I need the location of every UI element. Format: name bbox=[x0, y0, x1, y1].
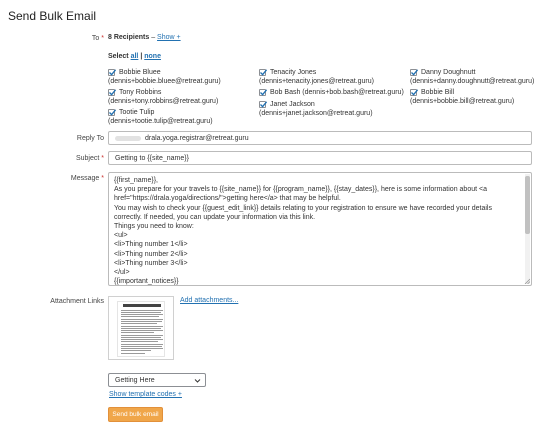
recipient-checkbox[interactable] bbox=[259, 89, 266, 96]
recipient-checkbox[interactable] bbox=[259, 69, 266, 76]
reply-to-label: Reply To bbox=[76, 135, 104, 142]
send-bulk-email-button[interactable]: Send bulk email bbox=[108, 407, 163, 422]
message-label: Message * bbox=[70, 175, 104, 182]
add-attachments-link[interactable]: Add attachments... bbox=[180, 297, 239, 304]
recipient-item[interactable]: Tony Robbins (dennis+tony.robbins@retreat.guru) bbox=[108, 89, 219, 105]
recipient-checkbox[interactable] bbox=[410, 89, 417, 96]
recipient-checkbox[interactable] bbox=[108, 89, 115, 96]
recipient-item[interactable]: Bobbie Bluee (dennis+bobbie.bluee@retreat.guru) bbox=[108, 69, 221, 85]
subject-label: Subject * bbox=[75, 155, 104, 162]
recipient-item[interactable]: Danny Doughnutt (dennis+danny.doughnutt@retreat.guru) bbox=[410, 69, 535, 85]
message-textarea[interactable]: {{first_name}}, As you prepare for your travels to {{site_name}} for {{program_name}}, {{stay_dates}}, here is some information about <a href="https://drala.yoga/directions/">getting here</a> that may be helpful. You may wish to check your {{guest_edit_link}} details relating to your registration to ensure we have recorded your details correctly. If needed, you can update your information via this link. Things you need to know: <ul> <li>Thing number 1</li> <li>Thing number 2</li> <li>Thing number 3</li> </ul> {{important_notices}} bbox=[108, 172, 532, 286]
document-preview bbox=[117, 301, 165, 357]
recipient-checkbox[interactable] bbox=[108, 69, 115, 76]
to-label: To * bbox=[91, 35, 104, 42]
recipient-item[interactable]: Janet Jackson (dennis+janet.jackson@retreat.guru) bbox=[259, 101, 373, 117]
recipients-summary: 8 Recipients – Show + bbox=[108, 34, 181, 41]
recipient-item[interactable]: Bob Bash (dennis+bob.bash@retreat.guru) bbox=[259, 88, 404, 97]
required-marker: * bbox=[101, 35, 104, 42]
show-template-codes-link[interactable]: Show template codes + bbox=[109, 391, 182, 398]
document-title-bar bbox=[123, 304, 161, 307]
chevron-down-icon bbox=[194, 377, 201, 384]
recipient-checkbox[interactable] bbox=[259, 101, 266, 108]
recipient-item[interactable]: Tenacity Jones (dennis+tenacity.jones@retreat.guru) bbox=[259, 69, 374, 85]
resize-handle-icon[interactable] bbox=[524, 278, 530, 284]
page-title: Send Bulk Email bbox=[8, 9, 97, 23]
message-scrollbar-thumb[interactable] bbox=[525, 176, 530, 234]
subject-field[interactable]: Getting to {{site_name}} bbox=[108, 151, 532, 165]
redacted-text bbox=[115, 136, 141, 141]
select-none-link[interactable]: none bbox=[144, 53, 161, 60]
template-select[interactable]: Getting Here bbox=[108, 373, 206, 387]
reply-to-field[interactable]: drala.yoga.registrar@retreat.guru bbox=[108, 131, 532, 145]
recipient-checkbox[interactable] bbox=[108, 109, 115, 116]
recipient-count: 8 Recipients bbox=[108, 34, 150, 41]
select-all-link[interactable]: all bbox=[130, 53, 139, 60]
select-controls: Select all | none bbox=[108, 53, 161, 60]
recipient-checkbox[interactable] bbox=[410, 69, 417, 76]
attachment-links-label: Attachment Links bbox=[50, 298, 104, 305]
attachment-thumbnail[interactable] bbox=[108, 296, 174, 360]
show-recipients-link[interactable]: Show + bbox=[157, 34, 181, 41]
recipient-item[interactable]: Bobbie Bill (dennis+bobbie.bill@retreat.guru) bbox=[410, 89, 515, 105]
recipient-item[interactable]: Tootie Tulip (dennis+tootie.tulip@retreat.guru) bbox=[108, 109, 213, 125]
